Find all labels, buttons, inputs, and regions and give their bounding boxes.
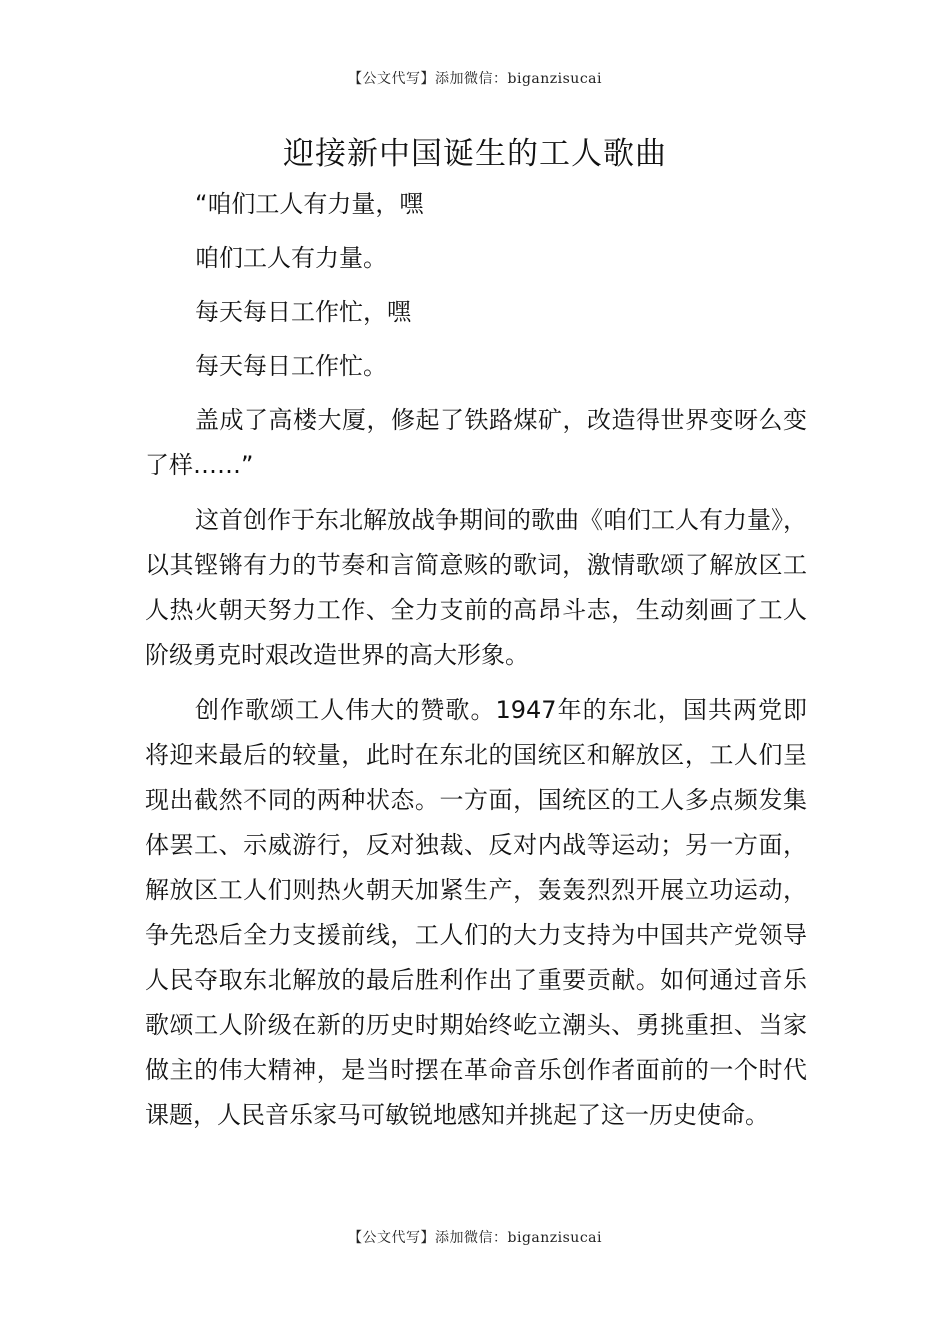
lyric-line: 盖成了高楼大厦，修起了铁路煤矿，改造得世界变呀么变了样……” bbox=[145, 406, 807, 479]
lyric-line: 每天每日工作忙。 bbox=[195, 352, 387, 380]
lyric-line: “咱们工人有力量，嘿 bbox=[195, 190, 424, 218]
header-note: 【公文代写】添加微信：biganzisucai bbox=[348, 71, 602, 87]
body-paragraph: 这首创作于东北解放战争期间的歌曲《咱们工人有力量》，以其铿锵有力的节奏和言简意赅的歌词，激情歌颂了解放区工人热火朝天努力工作、全力支前的高昂斗志，生动刻画了工人阶级勇克时艰改造世界的高大形象。 bbox=[145, 506, 807, 669]
lyrics-block bbox=[145, 182, 807, 497]
body-paragraph-block bbox=[145, 498, 807, 678]
body-paragraph: 创作歌颂工人伟大的赞歌。1947年的东北，国共两党即将迎来最后的较量，此时在东北的国统区和解放区，工人们呈现出截然不同的两种状态。一方面，国统区的工人多点频发集体罢工、示威游行，反对独裁、反对内战等运动；另一方面，解放区工人们则热火朝天加紧生产，轰轰烈烈开展立功运动，争先恐后全力支援前线，工人们的大力支持为中国共产党领导人民夺取东北解放的最后胜利作出了重要贡献。如何通过音乐歌颂工人阶级在新的历史时期始终屹立潮头、勇挑重担、当家做主的伟大精神，是当时摆在革命音乐创作者面前的一个时代课题，人民音乐家马可敏锐地感知并挑起了这一历史使命。 bbox=[145, 696, 807, 1129]
document-title: 迎接新中国诞生的工人歌曲 bbox=[283, 136, 667, 172]
body-paragraph-block bbox=[145, 688, 807, 1138]
footer-note: 【公文代写】添加微信：biganzisucai bbox=[348, 1230, 602, 1246]
lyric-line: 每天每日工作忙，嘿 bbox=[195, 298, 411, 326]
lyric-line: 咱们工人有力量。 bbox=[195, 244, 387, 272]
